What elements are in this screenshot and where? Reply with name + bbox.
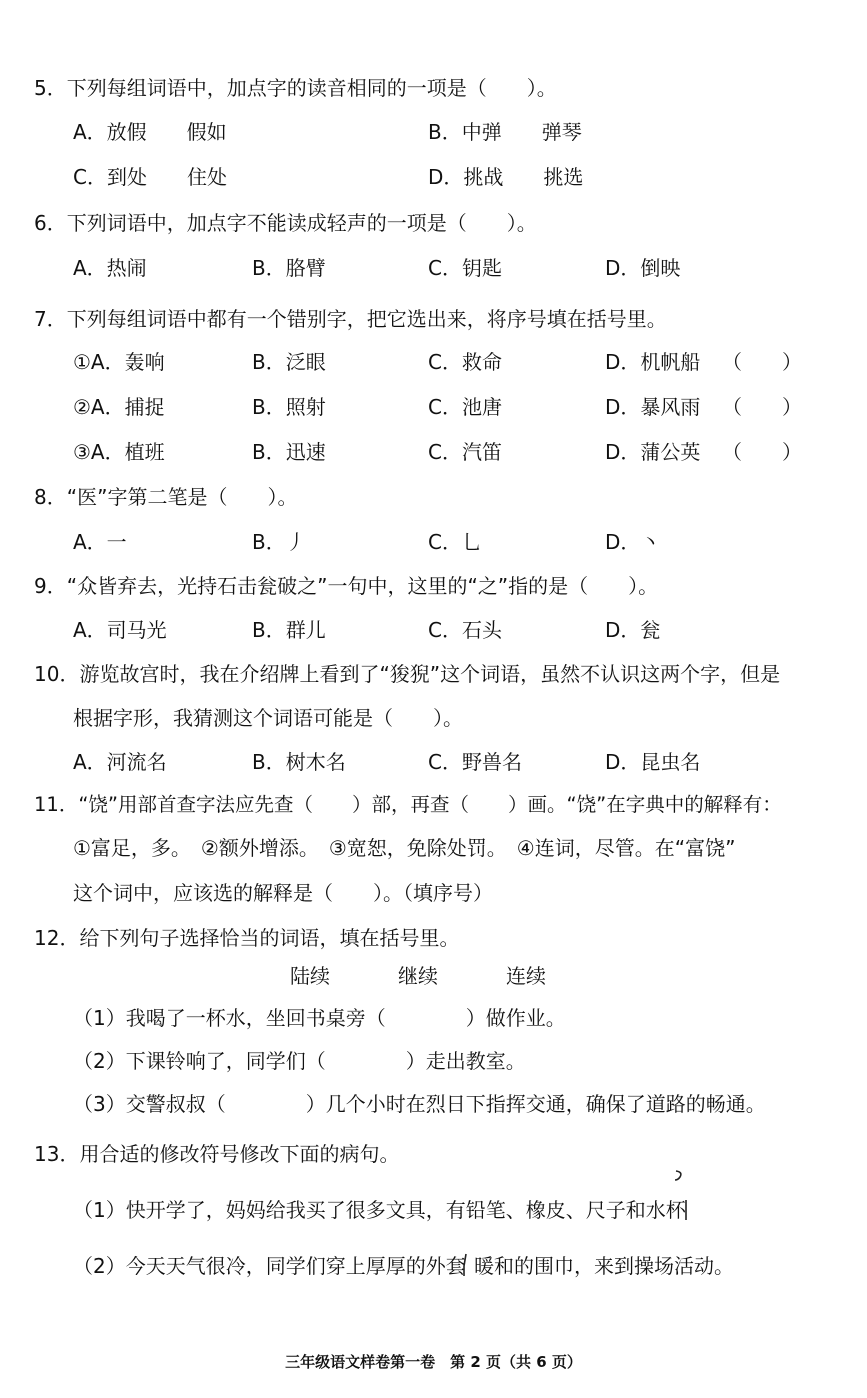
question-9-option-c: C．石头 (428, 618, 502, 642)
question-7-row-2-answer-blank[interactable]: （ ） (722, 395, 802, 419)
question-7-row-3-option-c: C．汽笛 (428, 440, 502, 464)
correction-mark-icon (672, 1168, 686, 1184)
question-12-stem: 12．给下列句子选择恰当的词语，填在括号里。 (34, 926, 460, 950)
question-11-line-1: 11．“饶”用部首查字法应先查（ ）部，再查（ ）画。“饶”在字典中的解释有： (34, 793, 782, 816)
question-7-row-1-answer-blank[interactable]: （ ） (722, 350, 802, 374)
page-footer: 三年级语文样卷第一卷 第 2 页（共 6 页） (285, 1353, 582, 1371)
question-6-option-c: C．钥匙 (428, 256, 502, 280)
question-5-option-d: D．挑战 挑选 (428, 165, 584, 189)
question-7-row-2-option-c: C．池唐 (428, 395, 502, 419)
question-8-option-b: B．丿 (252, 530, 306, 554)
question-5-option-a: A．放假 假如 (73, 120, 227, 144)
question-13-sentence-2-continuation: 暖和的围巾，来到操场活动。 (474, 1254, 734, 1278)
question-13-sentence-2: （2）今天天气很冷，同学们穿上厚厚的外套 (73, 1254, 466, 1278)
question-7-row-3-option-d: D．蒲公英 (605, 440, 701, 464)
question-10-stem-line-2: 根据字形，我猜测这个词语可能是（ ）。 (73, 706, 463, 730)
question-12-sentence-1: （1）我喝了一杯水，坐回书桌旁（ ）做作业。 (73, 1006, 566, 1030)
question-9-option-d: D．瓮 (605, 618, 661, 642)
question-10-option-c: C．野兽名 (428, 750, 522, 774)
question-7-row-1-option-c: C．救命 (428, 350, 502, 374)
question-9-stem: 9．“众皆弃去，光持石击瓮破之”一句中，这里的“之”指的是（ ）。 (34, 574, 659, 598)
question-7-row-2-option-b: B．照射 (252, 395, 326, 419)
question-8-option-a: A．一 (73, 530, 127, 554)
question-6-stem: 6．下列词语中，加点字不能读成轻声的一项是（ ）。 (34, 211, 537, 235)
question-10-option-a: A．河流名 (73, 750, 167, 774)
question-10-option-d: D．昆虫名 (605, 750, 701, 774)
question-13-sentence-1: （1）快开学了，妈妈给我买了很多文具，有铅笔、橡皮、尺子和水杯 (73, 1198, 686, 1222)
question-8-stem: 8．“医”字第二笔是（ ）。 (34, 485, 298, 509)
insertion-caret-icon (461, 1252, 469, 1278)
question-7-row-1-option-a: ①A．轰响 (73, 350, 165, 374)
question-7-row-3-option-a: ③A．植班 (73, 440, 165, 464)
question-8-option-c: C．乚 (428, 530, 482, 554)
question-12-word-3: 连续 (506, 964, 546, 988)
insertion-mark-icon (683, 1198, 689, 1222)
question-9-option-b: B．群儿 (252, 618, 326, 642)
question-13-stem: 13．用合适的修改符号修改下面的病句。 (34, 1142, 400, 1166)
question-5-option-c: C．到处 住处 (73, 165, 227, 189)
question-12-word-2: 继续 (398, 964, 438, 988)
question-10-stem-line-1: 10．游览故宫时，我在介绍牌上看到了“狻猊”这个词语，虽然不认识这两个字，但是 (34, 662, 781, 686)
question-7-row-1-option-d: D．机帆船 (605, 350, 701, 374)
question-6-option-d: D．倒映 (605, 256, 681, 280)
question-7-row-1-option-b: B．泛眼 (252, 350, 326, 374)
question-7-row-3-option-b: B．迅速 (252, 440, 326, 464)
question-7-row-3-answer-blank[interactable]: （ ） (722, 440, 802, 464)
question-7-stem: 7．下列每组词语中都有一个错别字，把它选出来，将序号填在括号里。 (34, 307, 667, 331)
question-9-option-a: A．司马光 (73, 618, 167, 642)
question-11-line-3: 这个词中，应该选的解释是（ ）。（填序号） (73, 881, 493, 905)
question-7-row-2-option-d: D．暴风雨 (605, 395, 701, 419)
question-5-option-b: B．中弹 弹琴 (428, 120, 582, 144)
question-12-sentence-2: （2）下课铃响了，同学们（ ）走出教室。 (73, 1049, 526, 1073)
question-7-row-2-option-a: ②A．捕捉 (73, 395, 165, 419)
question-11-line-2: ①富足，多。 ②额外增添。 ③宽恕，免除处罚。 ④连词，尽管。在“富饶” (73, 836, 736, 860)
question-8-option-d: D．丶 (605, 530, 661, 554)
question-10-option-b: B．树木名 (252, 750, 346, 774)
question-12-sentence-3: （3）交警叔叔（ ）几个小时在烈日下指挥交通，确保了道路的畅通。 (73, 1092, 766, 1116)
question-5-stem: 5．下列每组词语中，加点字的读音相同的一项是（ ）。 (34, 76, 557, 100)
question-6-option-a: A．热闹 (73, 256, 147, 280)
question-6-option-b: B．胳臂 (252, 256, 326, 280)
question-12-word-1: 陆续 (290, 964, 330, 988)
